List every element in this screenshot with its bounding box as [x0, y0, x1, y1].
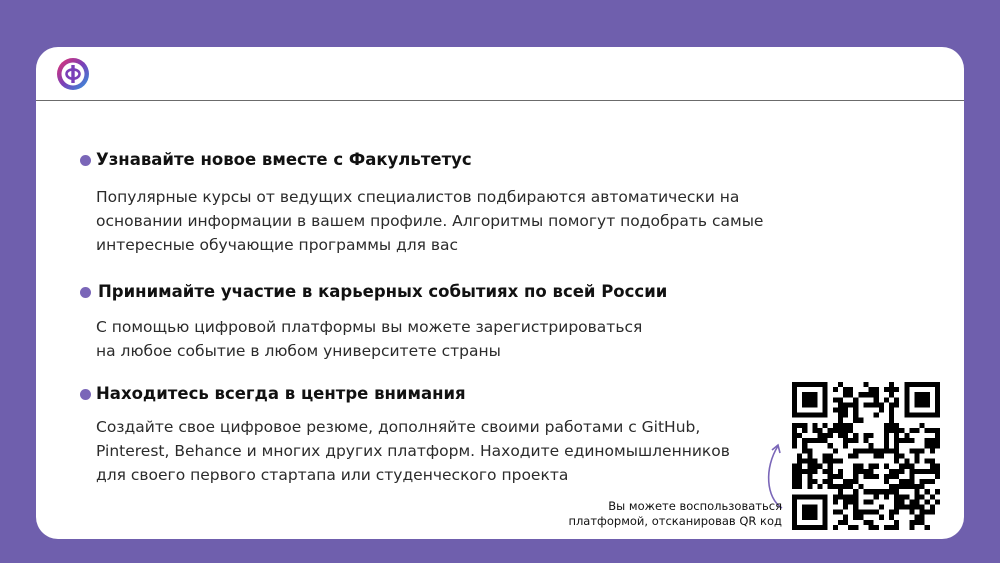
qr-caption: Вы можете воспользоваться платформой, отсканировав QR код: [568, 499, 782, 528]
section-description-events: С помощью цифровой платформы вы можете зарегистрироваться на любое событие в любом университете страны: [96, 318, 643, 360]
faculty-logo-icon[interactable]: [56, 57, 90, 91]
bullet-dot: [80, 155, 91, 166]
section-description-attention: Создайте свое цифровое резюме, дополняйте своими работами с GitHub, Pinterest, Behance и многих других платформ. Находите единомышленников для своего первого стартапа или студенческого проекта: [96, 418, 730, 484]
section-title-learn: Узнавайте новое вместе с Факультетус: [96, 150, 472, 169]
bullet-dot: [80, 389, 91, 400]
section-description-learn: Популярные курсы от ведущих специалистов подбираются автоматически на основании информации в вашем профиле. Алгоритмы помогут подобрать самые интересные обучающие программы для вас: [96, 188, 764, 254]
section-title-attention: Находитесь всегда в центре внимания: [96, 384, 466, 403]
header-divider: [36, 100, 964, 101]
content-card: [36, 47, 964, 539]
bullet-dot: [80, 287, 91, 298]
section-title-events: Принимайте участие в карьерных событиях по всей России: [98, 282, 668, 301]
qr-code-icon[interactable]: [792, 382, 940, 530]
